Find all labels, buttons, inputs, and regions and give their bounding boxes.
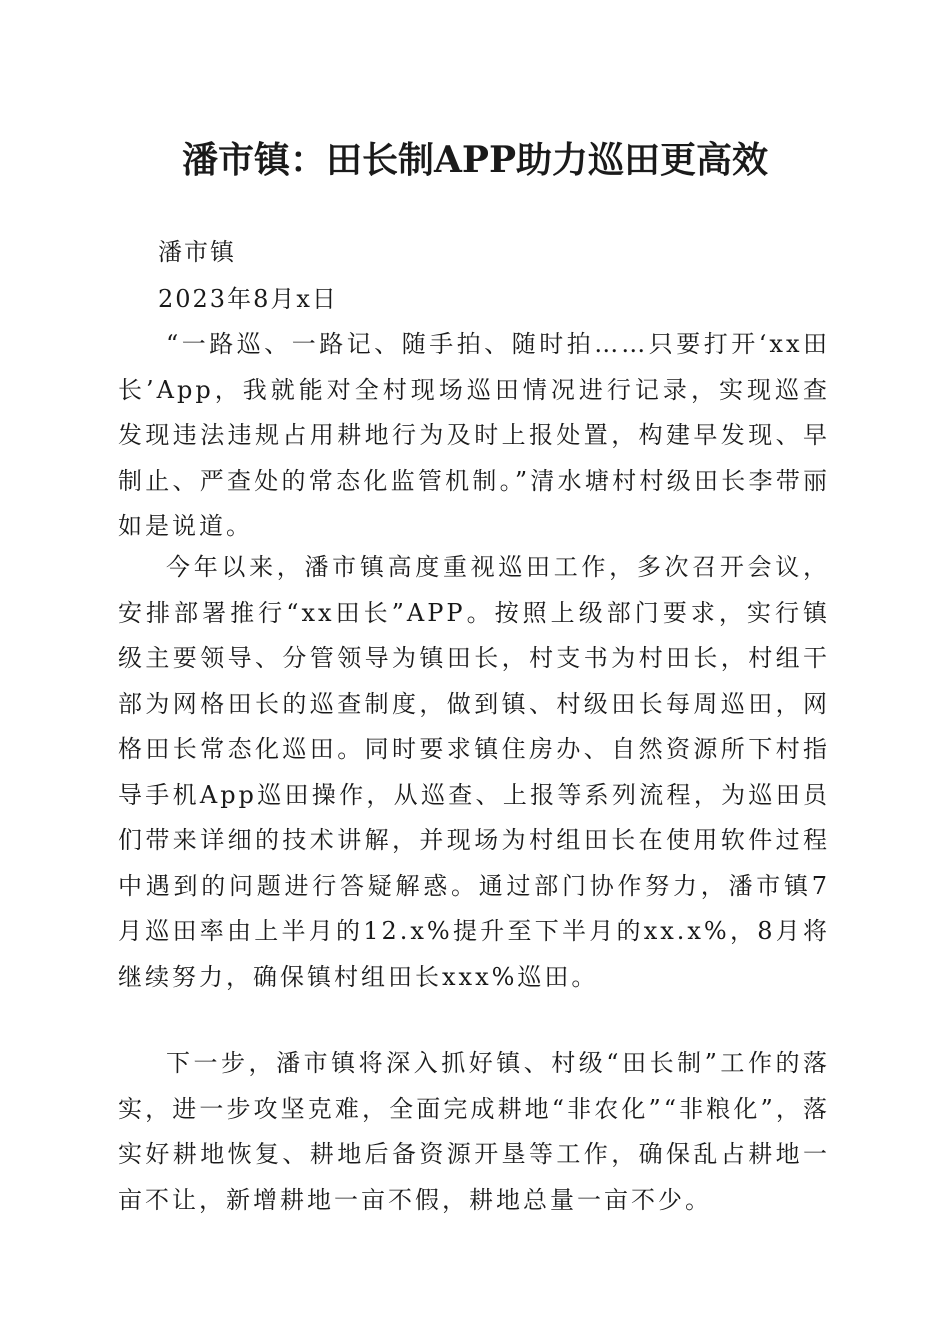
paragraph-progress: 今年以来，潘市镇高度重视巡田工作，多次召开会议，安排部署推行“xx田长”APP。按照上级部门要求，实行镇级主要领导、分管领导为镇田长，村支书为村田长，村组干部为网格田长的巡查制度，做到镇、村级田长每周巡田，网格田长常态化巡田。同时要求镇住房办、自然资源所下村指导手机App巡田操作，从巡查、上报等系列流程，为巡田员们带来详细的技术讲解，并现场为村组田长在使用软件过程中遇到的问题进行答疑解惑。通过部门协作努力，潘市镇7月巡田率由上半月的12.x%提升至下半月的xx.x%，8月将继续努力，确保镇村组田长xxx%巡田。 [118, 553, 830, 991]
date-line: 2023年8月x日 [158, 285, 338, 313]
paragraph-next-steps: 下一步，潘市镇将深入抓好镇、村级“田长制”工作的落实，进一步攻坚克难，全面完成耕地“非农化”“非粮化”，落实好耕地恢复、耕地后备资源开垦等工作，确保乱占耕地一亩不让，新增耕地一亩不假，耕地总量一亩不少。 [118, 1049, 830, 1214]
author-line: 潘市镇 [158, 238, 236, 266]
document-title: 潘市镇：田长制APP助力巡田更高效 [181, 139, 769, 181]
paragraph-quote: “一路巡、一路记、随手拍、随时拍……只要打开‘xx田长’App，我就能对全村现场巡田情况进行记录，实现巡查发现违法违规占用耕地行为及时上报处置，构建早发现、早制止、严查处的常态化监管机制。”清水塘村村级田长李带丽如是说道。 [118, 330, 830, 540]
